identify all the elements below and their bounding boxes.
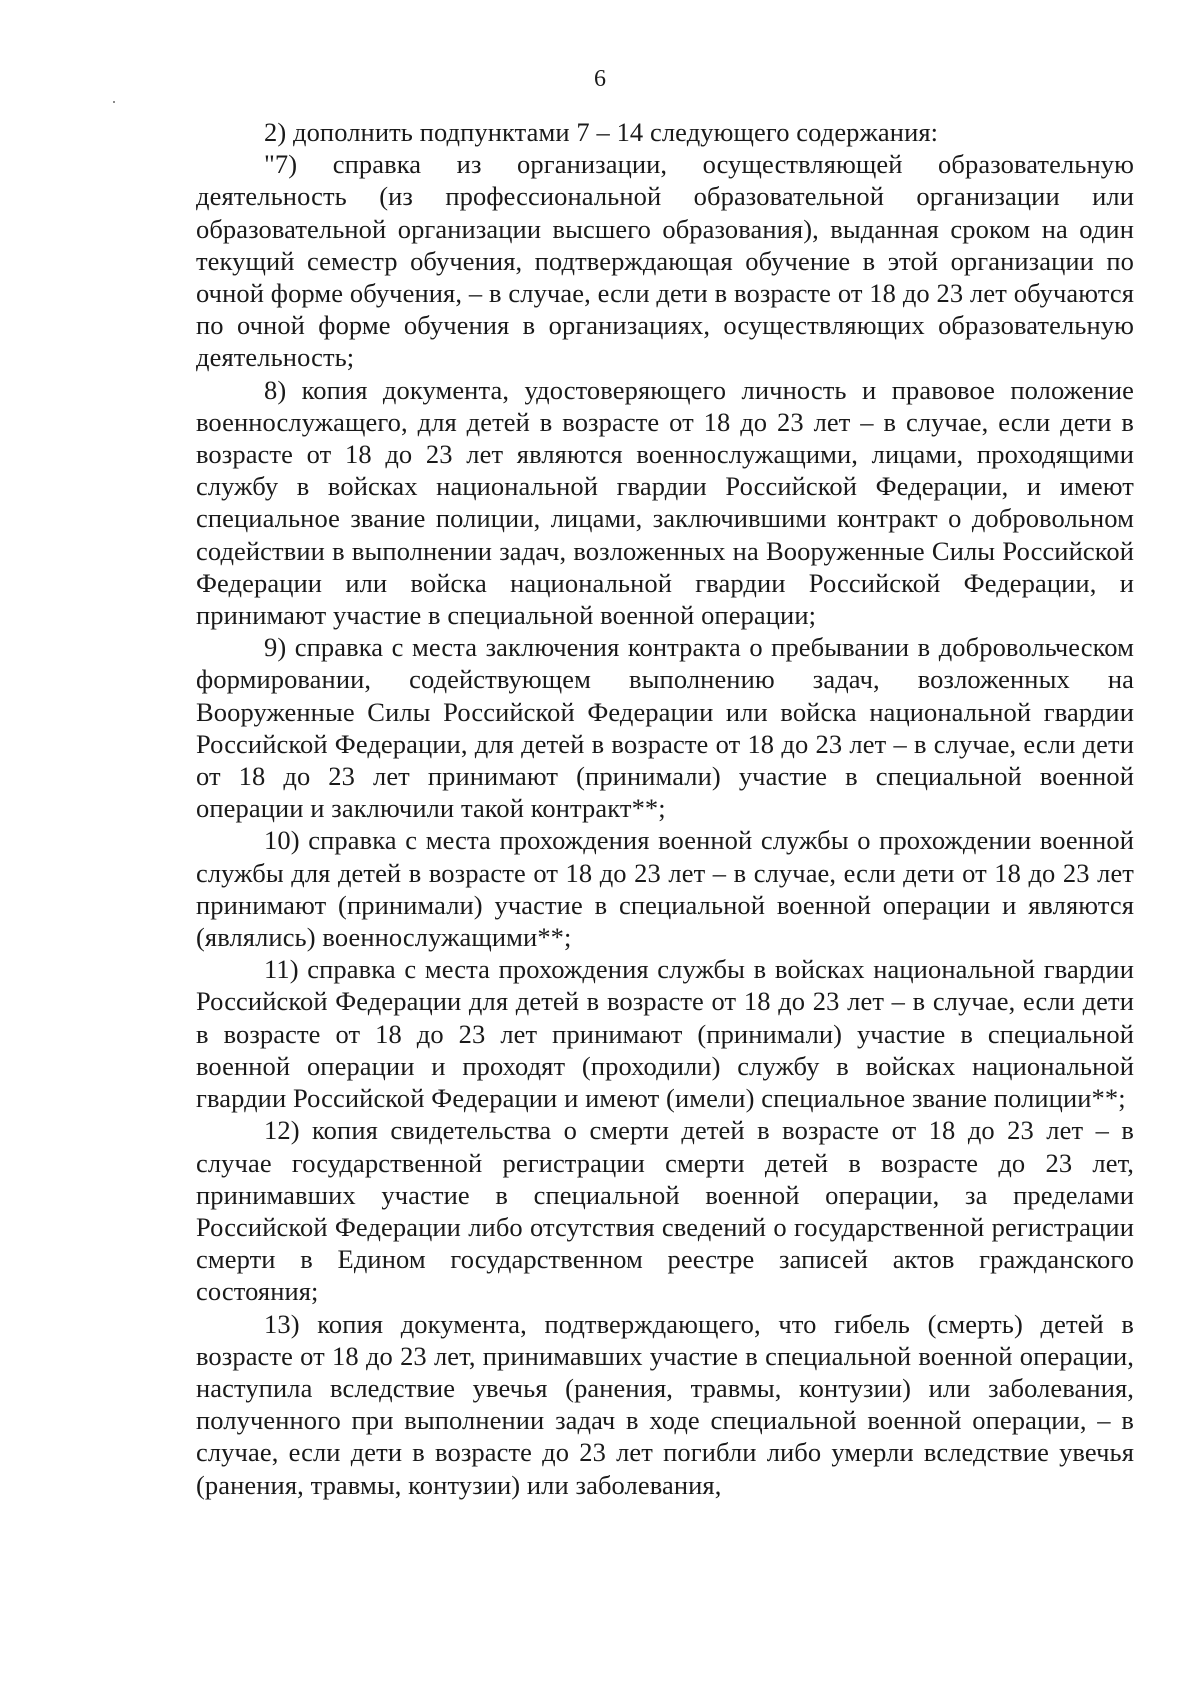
page-number: 6	[594, 66, 606, 92]
paragraph-item-9: 9) справка с места заключения контракта о пребывании в добровольческом формировании, содействующем выполнению задач, возложенных на Вооруженные Силы Российской Федерации или войска национальной гвардии Российской Федерации, для детей в возрасте от 18 до 23 лет – в случае, если дети от 18 до 23 лет принимают (принимали) участие в специальной военной операции и заключили такой контракт**;	[196, 632, 1134, 824]
paragraph-item-13: 13) копия документа, подтверждающего, что гибель (смерть) детей в возрасте от 18 до 23 лет, принимавших участие в специальной военной операции, наступила вследствие увечья (ранения, травмы, контузии) или заболевания, полученного при выполнении задач в ходе специальной военной операции, – в случае, если дети в возрасте до 23 лет погибли либо умерли вследствие увечья (ранения, травмы, контузии) или заболевания,	[196, 1308, 1134, 1500]
paragraph-item-12: 12) копия свидетельства о смерти детей в возрасте от 18 до 23 лет – в случае государственной регистрации смерти детей в возрасте до 23 лет, принимавших участие в специальной военной операции, за пределами Российской Федерации либо отсутствия сведений о государственной регистрации смерти в Едином государственном реестре записей актов гражданского состояния;	[196, 1115, 1134, 1307]
paragraph-item-8: 8) копия документа, удостоверяющего личность и правовое положение военнослужащего, для детей в возрасте от 18 до 23 лет – в случае, если дети в возрасте от 18 до 23 лет являются военнослужащими, лицами, проходящими службу в войсках национальной гвардии Российской Федерации, и имеют специальное звание полиции, лицами, заключившими контракт о добровольном содействии в выполнении задач, возложенных на Вооруженные Силы Российской Федерации или войска национальной гвардии Российской Федерации, и принимают участие в специальной военной операции;	[196, 374, 1134, 631]
paragraph-item-10: 10) справка с места прохождения военной службы о прохождении военной службы для детей в возрасте от 18 до 23 лет – в случае, если дети от 18 до 23 лет принимают (принимали) участие в специальной военной операции и являются (являлись) военнослужащими**;	[196, 825, 1134, 953]
scan-speck	[113, 101, 115, 103]
paragraph-intro: 2) дополнить подпунктами 7 – 14 следующего содержания:	[264, 117, 939, 147]
paragraph-item-7: "7) справка из организации, осуществляющей образовательную деятельность (из профессиональной образовательной организации или образовательной организации высшего образования), выданная сроком на один текущий семестр обучения, подтверждающая обучение в этой организации по очной форме обучения, – в случае, если дети в возрасте от 18 до 23 лет обучаются по очной форме обучения в организациях, осуществляющих образовательную деятельность;	[196, 149, 1134, 373]
document-body	[196, 116, 1134, 1501]
paragraph-item-11: 11) справка с места прохождения службы в войсках национальной гвардии Российской Федерации для детей в возрасте от 18 до 23 лет – в случае, если дети в возрасте от 18 до 23 лет принимают (принимали) участие в специальной военной операции и проходят (проходили) службу в войсках национальной гвардии Российской Федерации и имеют (имели) специальное звание полиции**;	[196, 954, 1134, 1114]
